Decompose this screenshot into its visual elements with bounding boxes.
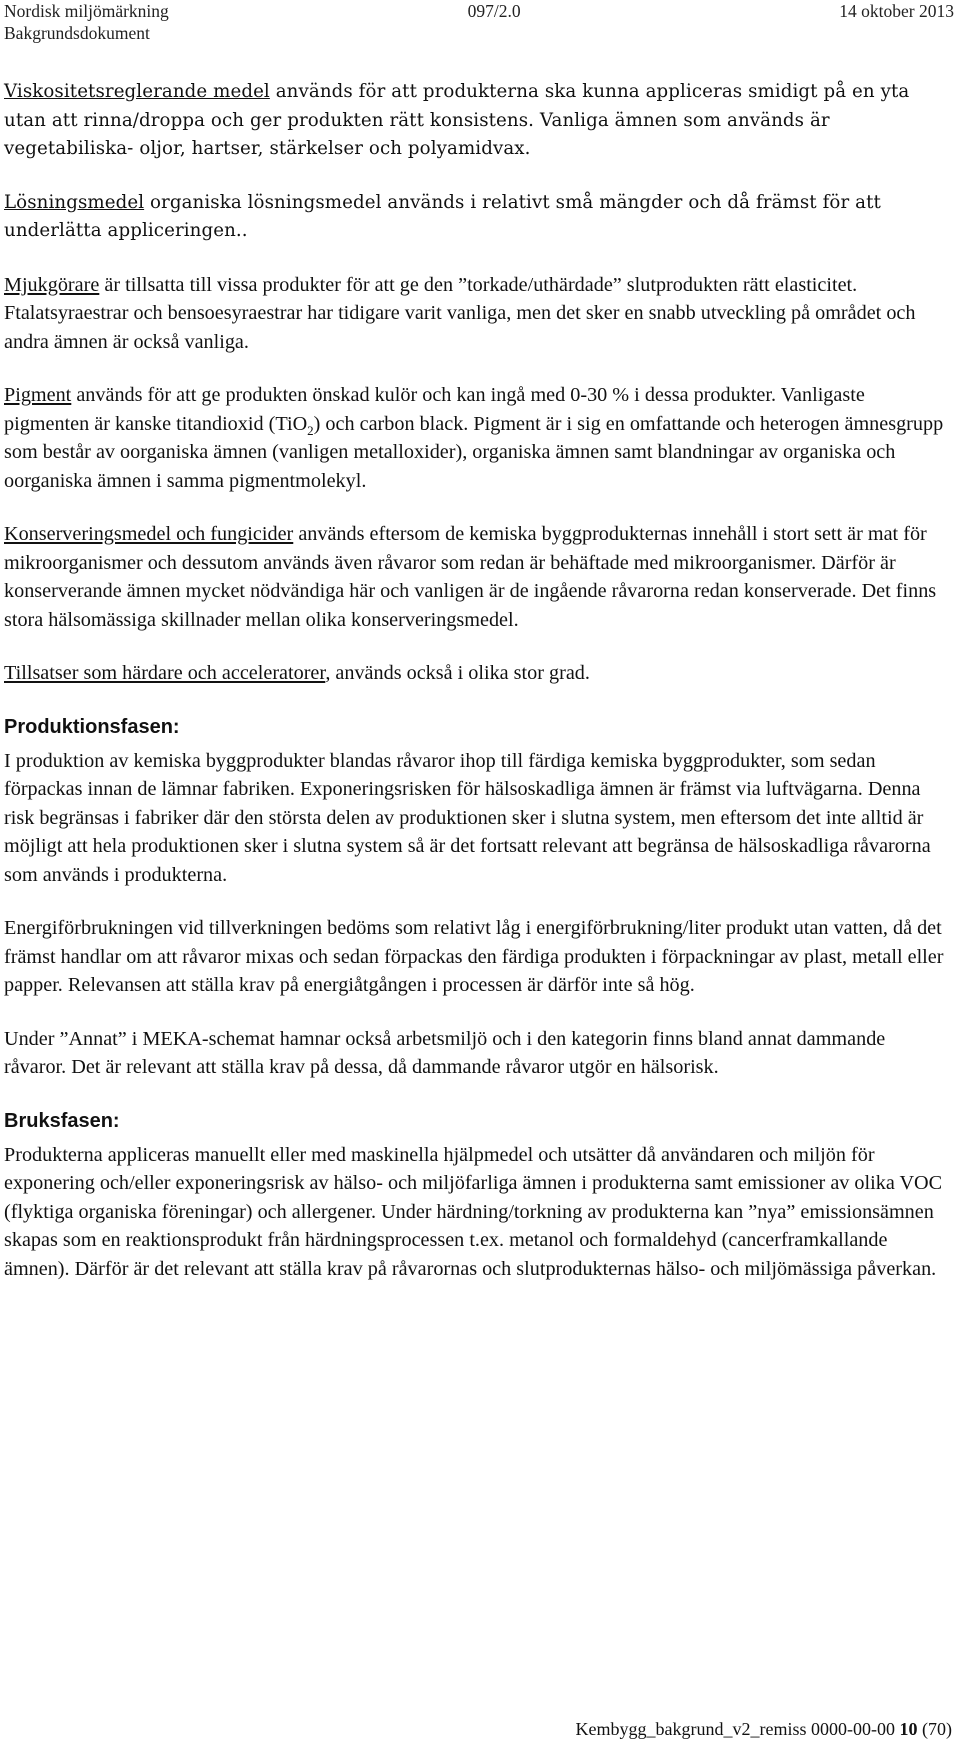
header-date: 14 oktober 2013 xyxy=(839,1,954,21)
heading-produktionsfasen: Produktionsfasen: xyxy=(4,715,180,738)
footer-page-number: 10 xyxy=(899,1719,918,1739)
paragraph-produktion-2: Energiförbrukningen vid tillverkningen bedöms som relativt låg i energiförbrukning/liter produkt utan vatten, då det främst handlar om att råvaror mixas och sedan förpackas den färdiga produkten i förpackningar av plast, metall eller papper. Relevansen att ställa krav på energiåtgången i processen är därför inte så hög. xyxy=(4,917,944,996)
term-tillsatser: Tillsatser som härdare och acceleratorer xyxy=(4,662,326,684)
paragraph-pigment xyxy=(4,381,952,495)
paragraph-text: , används också i olika stor grad. xyxy=(325,662,590,684)
term-mjukgorare: Mjukgörare xyxy=(4,273,100,296)
paragraph-viskositet xyxy=(4,78,952,164)
paragraph-bruks-1: Produkterna appliceras manuellt eller med maskinella hjälpmedel och utsätter då användaren och miljön för exponering och/eller exponeringsrisk av hälso- och miljöfarliga ämnen i produkterna samt emissioner av olika VOC (flyktiga organiska föreningar) och allergener. Under härdning/torkning av produkterna kan ”nya” emissionsämnen skapas som en reaktionsprodukt från härdningsprocessen t.ex. metanol och formaldehyd (cancerframkallande ämnen). Därför är det relevant att ställa krav på råvarornas och slutprodukternas hälso- och miljömässiga påverkan. xyxy=(4,1143,943,1280)
heading-bruksfasen: Bruksfasen: xyxy=(4,1109,120,1132)
paragraph-konservering xyxy=(4,520,952,634)
paragraph-produktion-3: Under ”Annat” i MEKA-schemat hamnar också arbetsmiljö och i den kategorin finns bland annat dammande råvaror. Det är relevant att ställa krav på dessa, då dammande råvaror utgör en hälsorisk. xyxy=(4,1027,886,1078)
paragraph-text: organiska lösningsmedel används i relativt små mängder och då främst för att underlätta appliceringen.. xyxy=(4,191,881,241)
page-header xyxy=(4,0,954,44)
paragraph-mjukgorare xyxy=(4,271,952,357)
page-footer xyxy=(576,1717,952,1741)
header-org: Nordisk miljömärkning xyxy=(4,1,169,21)
term-konservering: Konserveringsmedel och fungicider xyxy=(4,523,294,545)
paragraph-text: är tillsatta till vissa produkter för att ge den ”torkade/uthärdade” slutprodukten rätt elasticitet. Ftalatsyraestrar och bensoesyraestrar har tidigare varit vanliga, men det sker en snabb utveckling på området och andra ämnen är också vanliga. xyxy=(4,273,916,353)
paragraph-text: används för att ge produkten önskad kulör och kan ingå med 0-30 % i dessa produkter. Vanligaste pigmenten är kanske titandioxid (TiO xyxy=(4,384,865,435)
term-losningsmedel: Lösningsmedel xyxy=(4,191,145,213)
paragraph-text: används för att produkterna ska kunna appliceras smidigt på en yta utan att rinna/droppa och ger produkten rätt konsistens. Vanliga ämnen som används är vegetabiliska- oljor, hartser, stärkelser och polyamidvax. xyxy=(4,81,910,159)
term-pigment: Pigment xyxy=(4,384,72,406)
footer-filename: Kembygg_bakgrund_v2_remiss 0000-00-00 xyxy=(575,1719,895,1739)
term-viskositet: Viskositetsreglerande medel xyxy=(4,81,270,102)
document-body xyxy=(4,78,952,1308)
paragraph-text: ) och carbon black. Pigment är i sig en omfattande och heterogen ämnesgrupp som består av oorganiska ämnen (vanligen metalloxider), organiska ämnen samt blandningar av organiska och oorganiska ämnen i samma pigmentmolekyl. xyxy=(4,412,944,492)
paragraph-tillsatser xyxy=(4,659,952,688)
header-version: 097/2.0 xyxy=(467,1,521,21)
paragraph-text: används eftersom de kemiska byggprodukternas innehåll i stort sett är mat för mikroorganismer och dessutom används även råvaror som redan är behäftade med mikroorganismer. Därför är konserverande ämnen mycket nödvändiga här och vanligen är de ingående råvarorna redan konserverade. Det finns stora hälsomässiga skillnader mellan olika konserveringsmedel. xyxy=(4,523,937,631)
paragraph-losningsmedel xyxy=(4,189,952,246)
footer-total-pages: (70) xyxy=(922,1719,952,1739)
subscript: 2 xyxy=(307,422,314,438)
paragraph-produktion-1: I produktion av kemiska byggprodukter blandas råvaror ihop till färdiga kemiska byggprodukter, som sedan förpackas innan de lämnar fabriken. Exponeringsrisken för hälsoskadliga ämnen är främst via luftvägarna. Denna risk begränsas i fabriker där den största delen av produktionen sker i slutna system, men eftersom det inte alltid är möjligt att hela produktionen sker i slutna system så är det fortsatt relevant att begränsa de hälsoskadliga råvarorna som används i produkterna. xyxy=(4,749,931,886)
header-doc-type: Bakgrundsdokument xyxy=(4,23,150,43)
